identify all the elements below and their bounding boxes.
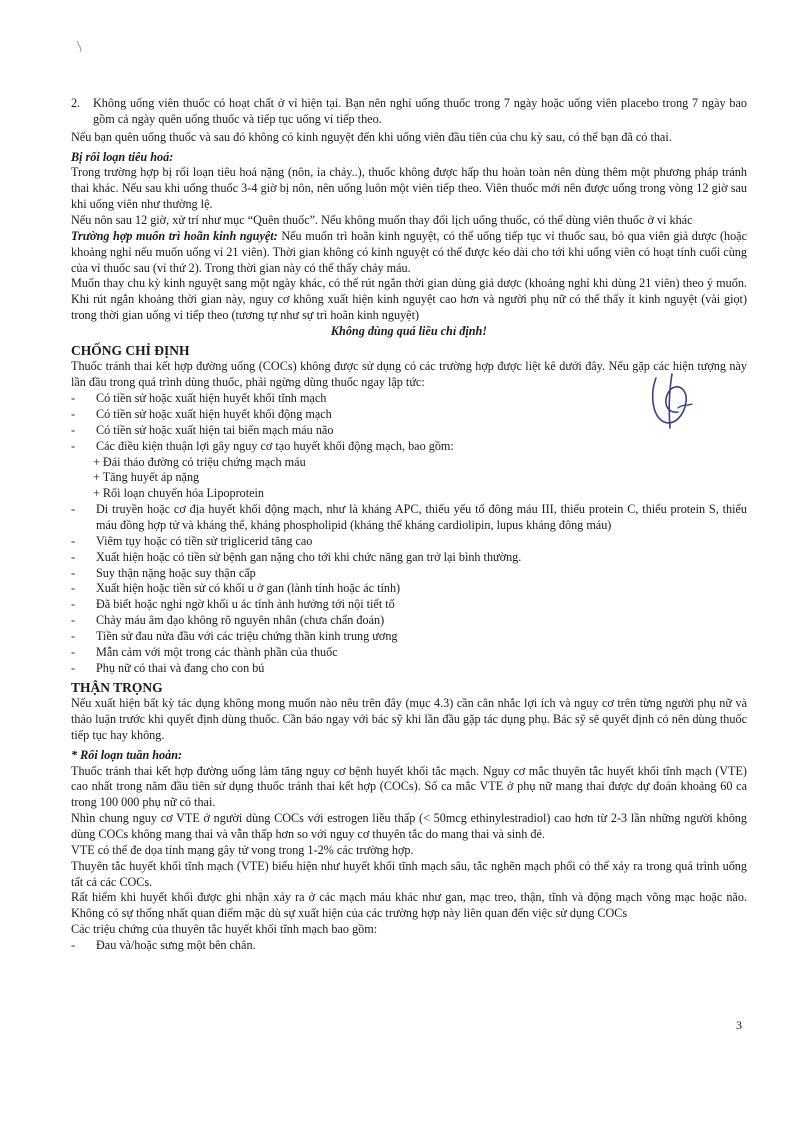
contraindications-intro: Thuốc tránh thai kết hợp đường uống (COCs) không được sử dụng có các trường hợp được liệt kê dưới đây. Nếu gặp các hiện tượng này lần đầu trong quá trình dùng thuốc, phải ngừng dùng thuốc ngay lập tức: [71,359,747,390]
contraindication-item-text: Viêm tụy hoặc có tiền sử triglicerid tăng cao [96,533,313,548]
risk-factor-item: + Rối loạn chuyển hóa Lipoprotein [93,486,265,501]
contraindication-item [71,661,747,677]
list-dash: - [71,581,76,596]
circulatory-heading: * Rối loạn tuần hoàn: [71,747,183,762]
list-dash: - [71,438,76,453]
contraindication-item-text: Suy thận nặng hoặc suy thận cấp [96,565,256,580]
digestive-paragraph-2: Nếu nôn sau 12 giờ, xử trí như mục “Quên thuốc”. Nếu không muốn thay đổi lịch uống thuốc, có thể dùng viên thuốc ở vỉ khác [71,213,693,228]
list-dash: - [71,422,76,437]
scan-mark [76,40,84,54]
contraindication-item [71,550,747,566]
contraindication-item [71,613,747,629]
contraindication-item-text: Xuất hiện hoặc có tiền sử bệnh gan nặng cho tới khi chức năng gan trở lại bình thường. [96,549,522,564]
numbered-item-2 [71,96,747,128]
signature [648,372,694,430]
contraindication-item [71,439,747,455]
contraindications-heading: CHỐNG CHỈ ĐỊNH [71,342,190,358]
contraindication-item [71,423,747,439]
contraindication-item [71,407,747,423]
list-dash: - [71,597,76,612]
contraindication-item [71,629,747,645]
risk-factor-item: + Đái tháo đường có triệu chứng mạch máu [93,454,306,469]
circulatory-paragraph-3: VTE có thể đe dọa tính mạng gây tử vong trong 1-2% các trường hợp. [71,842,414,857]
contraindication-item-text: Xuất hiện hoặc tiền sử có khối u ở gan (lành tính hoặc ác tính) [96,581,401,596]
list-dash: - [71,938,76,953]
list-dash: - [71,502,76,517]
circulatory-paragraph-5: Rất hiếm khi huyết khối được ghi nhận xảy ra ở các mạch máu khác như gan, mạc treo, thận, tĩnh và động mạch võng mạc hoặc não. Không có sự thống nhất quan điểm mặc dù sự xuất hiện của các trường hợp này liên quan đến việc sử dụng COCs [71,890,747,921]
page-number: 3 [736,1018,742,1032]
risk-factor-sublist [71,455,747,503]
contraindication-item-text: Có tiền sử hoặc xuất hiện huyết khối tĩnh mạch [96,391,327,406]
missed-pill-note: Nếu bạn quên uống thuốc và sau đó không có kinh nguyệt đến khi uống viên đầu tiên của chu kỳ sau, có thể bạn đã có thai. [71,129,672,144]
precautions-heading: THẬN TRỌNG [71,679,163,695]
symptom-item-text: Đau và/hoặc sưng một bên chân. [96,938,256,953]
contraindication-item [71,566,747,582]
symptom-item [71,938,747,954]
delay-paragraph-1 [71,229,747,277]
circulatory-paragraph-6: Các triệu chứng của thuyên tắc huyết khối tĩnh mạch bao gồm: [71,922,378,937]
list-dash: - [71,407,76,422]
delay-text: Nếu muốn trì hoãn kinh nguyệt, có thể uống tiếp tục vỉ thuốc sau, bỏ qua viên giả dược (hoặc khoảng nghỉ nếu muốn uống vỉ 21 viên). Thời gian không có kinh nguyệt có thể được kéo dài cho tới khi uống viên có hoạt tính cuối cùng của vỉ thuốc sau (vỉ thứ 2). Trong thời gian này có thể thấy chảy máu. [71,228,748,275]
contraindication-item-text: Tiền sử đau nửa đầu với các triệu chứng thần kinh trung ương [96,629,398,644]
contraindication-item [71,534,747,550]
list-dash: - [71,565,76,580]
document-body [71,96,747,954]
contraindications-list [71,391,747,454]
list-dash: - [71,660,76,675]
contraindications-list-continued [71,502,747,676]
delay-heading: Trường hợp muốn trì hoãn kinh nguyệt: [71,228,278,243]
contraindication-item [71,502,747,534]
contraindication-item-text: Mẫn cảm với một trong các thành phần của thuốc [96,644,338,659]
list-dash: - [71,644,76,659]
list-dash: - [71,613,76,628]
overdose-warning: Không dùng quá liều chỉ định! [330,324,488,339]
contraindication-item [71,391,747,407]
contraindication-item [71,581,747,597]
contraindication-item-text: Phụ nữ có thai và đang cho con bú [96,660,265,675]
contraindication-item-text: Có tiền sử hoặc xuất hiện huyết khối động mạch [96,407,332,422]
list-dash: - [71,629,76,644]
contraindication-item-text: Di truyền hoặc cơ địa huyết khối động mạch, như là kháng APC, thiếu yếu tố đông máu III, thiếu protein C, thiếu protein S, thiếu máu đồng hợp tử và kháng thể, kháng phospholipid (kháng thể kháng cardiolipin, lupus kháng đông máu) [96,502,747,533]
circulatory-paragraph-4: Thuyên tắc huyết khối tĩnh mạch (VTE) biểu hiện như huyết khối tĩnh mạch sâu, tắc nghẽn mạch phổi có thể xảy ra trong quá trình uống tất cả các COCs. [71,858,747,889]
risk-factor-item: + Tăng huyết áp nặng [93,470,200,485]
contraindication-item [71,597,747,613]
digestive-paragraph-1: Trong trường hợp bị rối loạn tiêu hoá nặng (nôn, ỉa chảy..), thuốc không được hấp thu hoàn toàn nên dùng thêm một phương pháp tránh thai khác. Nếu sau khi uống thuốc 3-4 giờ bị nôn, nên uống luôn một viên tiếp theo. Viên thuốc mới nên được uống trong vòng 12 giờ sau khi uống viên như thường lệ. [71,165,747,212]
list-dash: - [71,533,76,548]
contraindication-item [71,645,747,661]
contraindication-item-text: Có tiền sử hoặc xuất hiện tai biến mạch máu não [96,422,334,437]
digestive-heading: Bị rối loạn tiêu hoá: [71,149,174,164]
contraindication-item-text: Các điều kiện thuận lợi gây nguy cơ tạo huyết khối động mạch, bao gồm: [96,438,454,453]
item-number: 2. [71,96,81,110]
delay-paragraph-2: Muốn thay chu kỳ kinh nguyệt sang một ngày khác, có thể rút ngắn thời gian dùng giả dược (khoảng nghỉ khi dùng 21 viên) theo ý muốn. Khi rút ngắn khoảng thời gian này, nguy cơ không xuất hiện kinh nguyệt cao hơn và người phụ nữ có thể thấy ít kinh nguyệt (vài giọt) trong thời gian uống vỉ tiếp theo (tương tự như sự trì hoãn kinh nguyệt) [71,276,747,323]
contraindication-item-text: Đã biết hoặc nghi ngờ khối u ác tính ảnh hưởng tới nội tiết tố [96,597,395,612]
symptom-list [71,938,747,954]
contraindication-item-text: Chảy máu âm đạo không rõ nguyên nhân (chưa chẩn đoán) [96,613,385,628]
list-dash: - [71,549,76,564]
circulatory-paragraph-1: Thuốc tránh thai kết hợp đường uống làm tăng nguy cơ bệnh huyết khối tắc mạch. Nguy cơ mắc thuyên tắc huyết khối tĩnh mạch (VTE) cao nhất trong năm đầu tiên sử dụng thuốc tránh thai kết hợp (COCs). Số ca mắc VTE ở phụ nữ mang thai được dự đoán khoảng 60 ca trong 100 000 phụ nữ có thai. [71,763,747,810]
list-dash: - [71,391,76,406]
circulatory-paragraph-2: Nhìn chung nguy cơ VTE ở người dùng COCs với estrogen liều thấp (< 50mcg ethinylestradiol) cao hơn từ 2-3 lần những người không dùng COCs không mang thai và vẫn thấp hơn so với nguy cơ thuyên tắc do mang thai và sinh đẻ. [71,811,747,842]
item-text: Không uống viên thuốc có hoạt chất ở vỉ hiện tại. Bạn nên nghỉ uống thuốc trong 7 ngày hoặc uống viên placebo trong 7 ngày bao gồm cả ngày quên uống thuốc và tiếp tục uống vỉ tiếp theo. [93,96,747,126]
precautions-intro: Nếu xuất hiện bất kỳ tác dụng không mong muốn nào nêu trên đây (mục 4.3) cần cân nhắc lợi ích và nguy cơ trên từng người phụ nữ và thảo luận trước khi quyết định dùng thuốc. Cần báo ngay với bác sỹ khi lần đầu gặp tác dụng phụ. Bác sỹ sẽ quyết định có nên dùng thuốc tiếp tục hay không. [71,696,747,742]
